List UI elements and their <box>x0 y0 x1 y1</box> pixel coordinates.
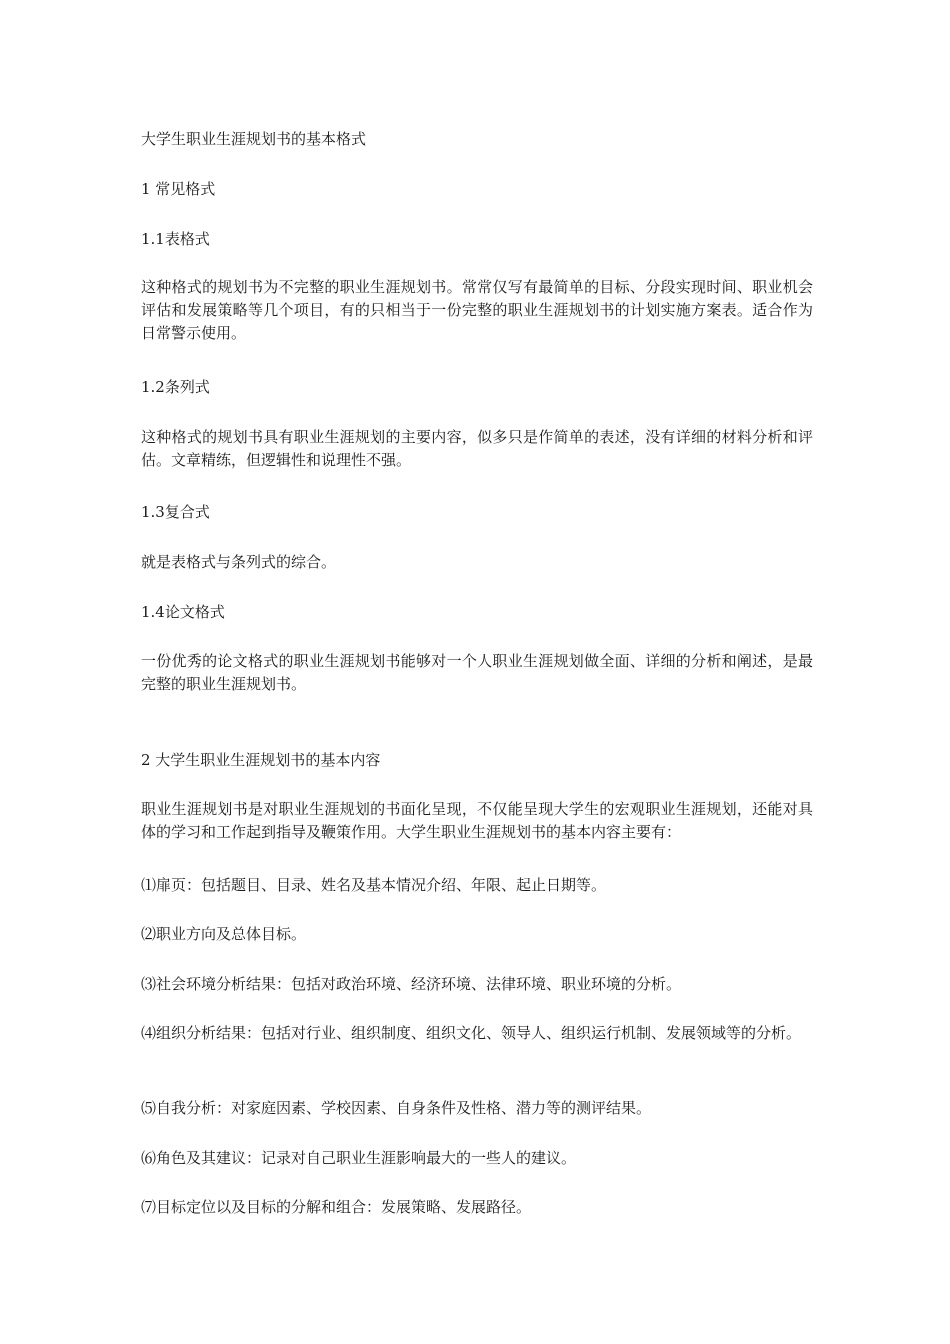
section-2-heading: 2 大学生职业生涯规划书的基本内容 <box>141 751 381 769</box>
subsection-1-3-heading: 1.3复合式 <box>141 503 210 521</box>
subsection-1-2-heading: 1.2条列式 <box>141 378 210 396</box>
subsection-1-2-body: 这种格式的规划书具有职业生涯规划的主要内容，似多只是作简单的表述，没有详细的材料分析和评估。文章精练，但逻辑性和说理性不强。 <box>141 428 813 469</box>
section-1-heading: 1 常见格式 <box>141 180 216 198</box>
section-2-intro: 职业生涯规划书是对职业生涯规划的书面化呈现，不仅能呈现大学生的宏观职业生涯规划，还能对具体的学习和工作起到指导及鞭策作用。大学生职业生涯规划书的基本内容主要有： <box>141 800 813 841</box>
list-item: ⑺目标定位以及目标的分解和组合：发展策略、发展路径。 <box>141 1198 532 1216</box>
subsection-1-1-heading: 1.1表格式 <box>141 230 210 248</box>
subsection-1-1-body: 这种格式的规划书为不完整的职业生涯规划书。常常仅写有最简单的目标、分段实现时间、职业机会评估和发展策略等几个项目，有的只相当于一份完整的职业生涯规划书的计划实施方案表。适合作为日常警示使用。 <box>141 278 813 342</box>
list-item: ⑹角色及其建议：记录对自己职业生涯影响最大的一些人的建议。 <box>141 1149 577 1167</box>
list-item: ⑵职业方向及总体目标。 <box>141 925 307 943</box>
subsection-1-4-body: 一份优秀的论文格式的职业生涯规划书能够对一个人职业生涯规划做全面、详细的分析和阐述，是最完整的职业生涯规划书。 <box>141 652 813 693</box>
subsection-1-4-heading: 1.4论文格式 <box>141 603 225 621</box>
list-item: ⑶社会环境分析结果：包括对政治环境、经济环境、法律环境、职业环境的分析。 <box>141 975 682 993</box>
document-title: 大学生职业生涯规划书的基本格式 <box>141 130 367 148</box>
subsection-1-3-body: 就是表格式与条列式的综合。 <box>141 553 337 571</box>
list-item: ⑷组织分析结果：包括对行业、组织制度、组织文化、领导人、组织运行机制、发展领域等的分析。 <box>141 1024 802 1042</box>
list-item: ⑴扉页：包括题目、目录、姓名及基本情况介绍、年限、起止日期等。 <box>141 876 607 894</box>
list-item: ⑸自我分析：对家庭因素、学校因素、自身条件及性格、潜力等的测评结果。 <box>141 1099 652 1117</box>
